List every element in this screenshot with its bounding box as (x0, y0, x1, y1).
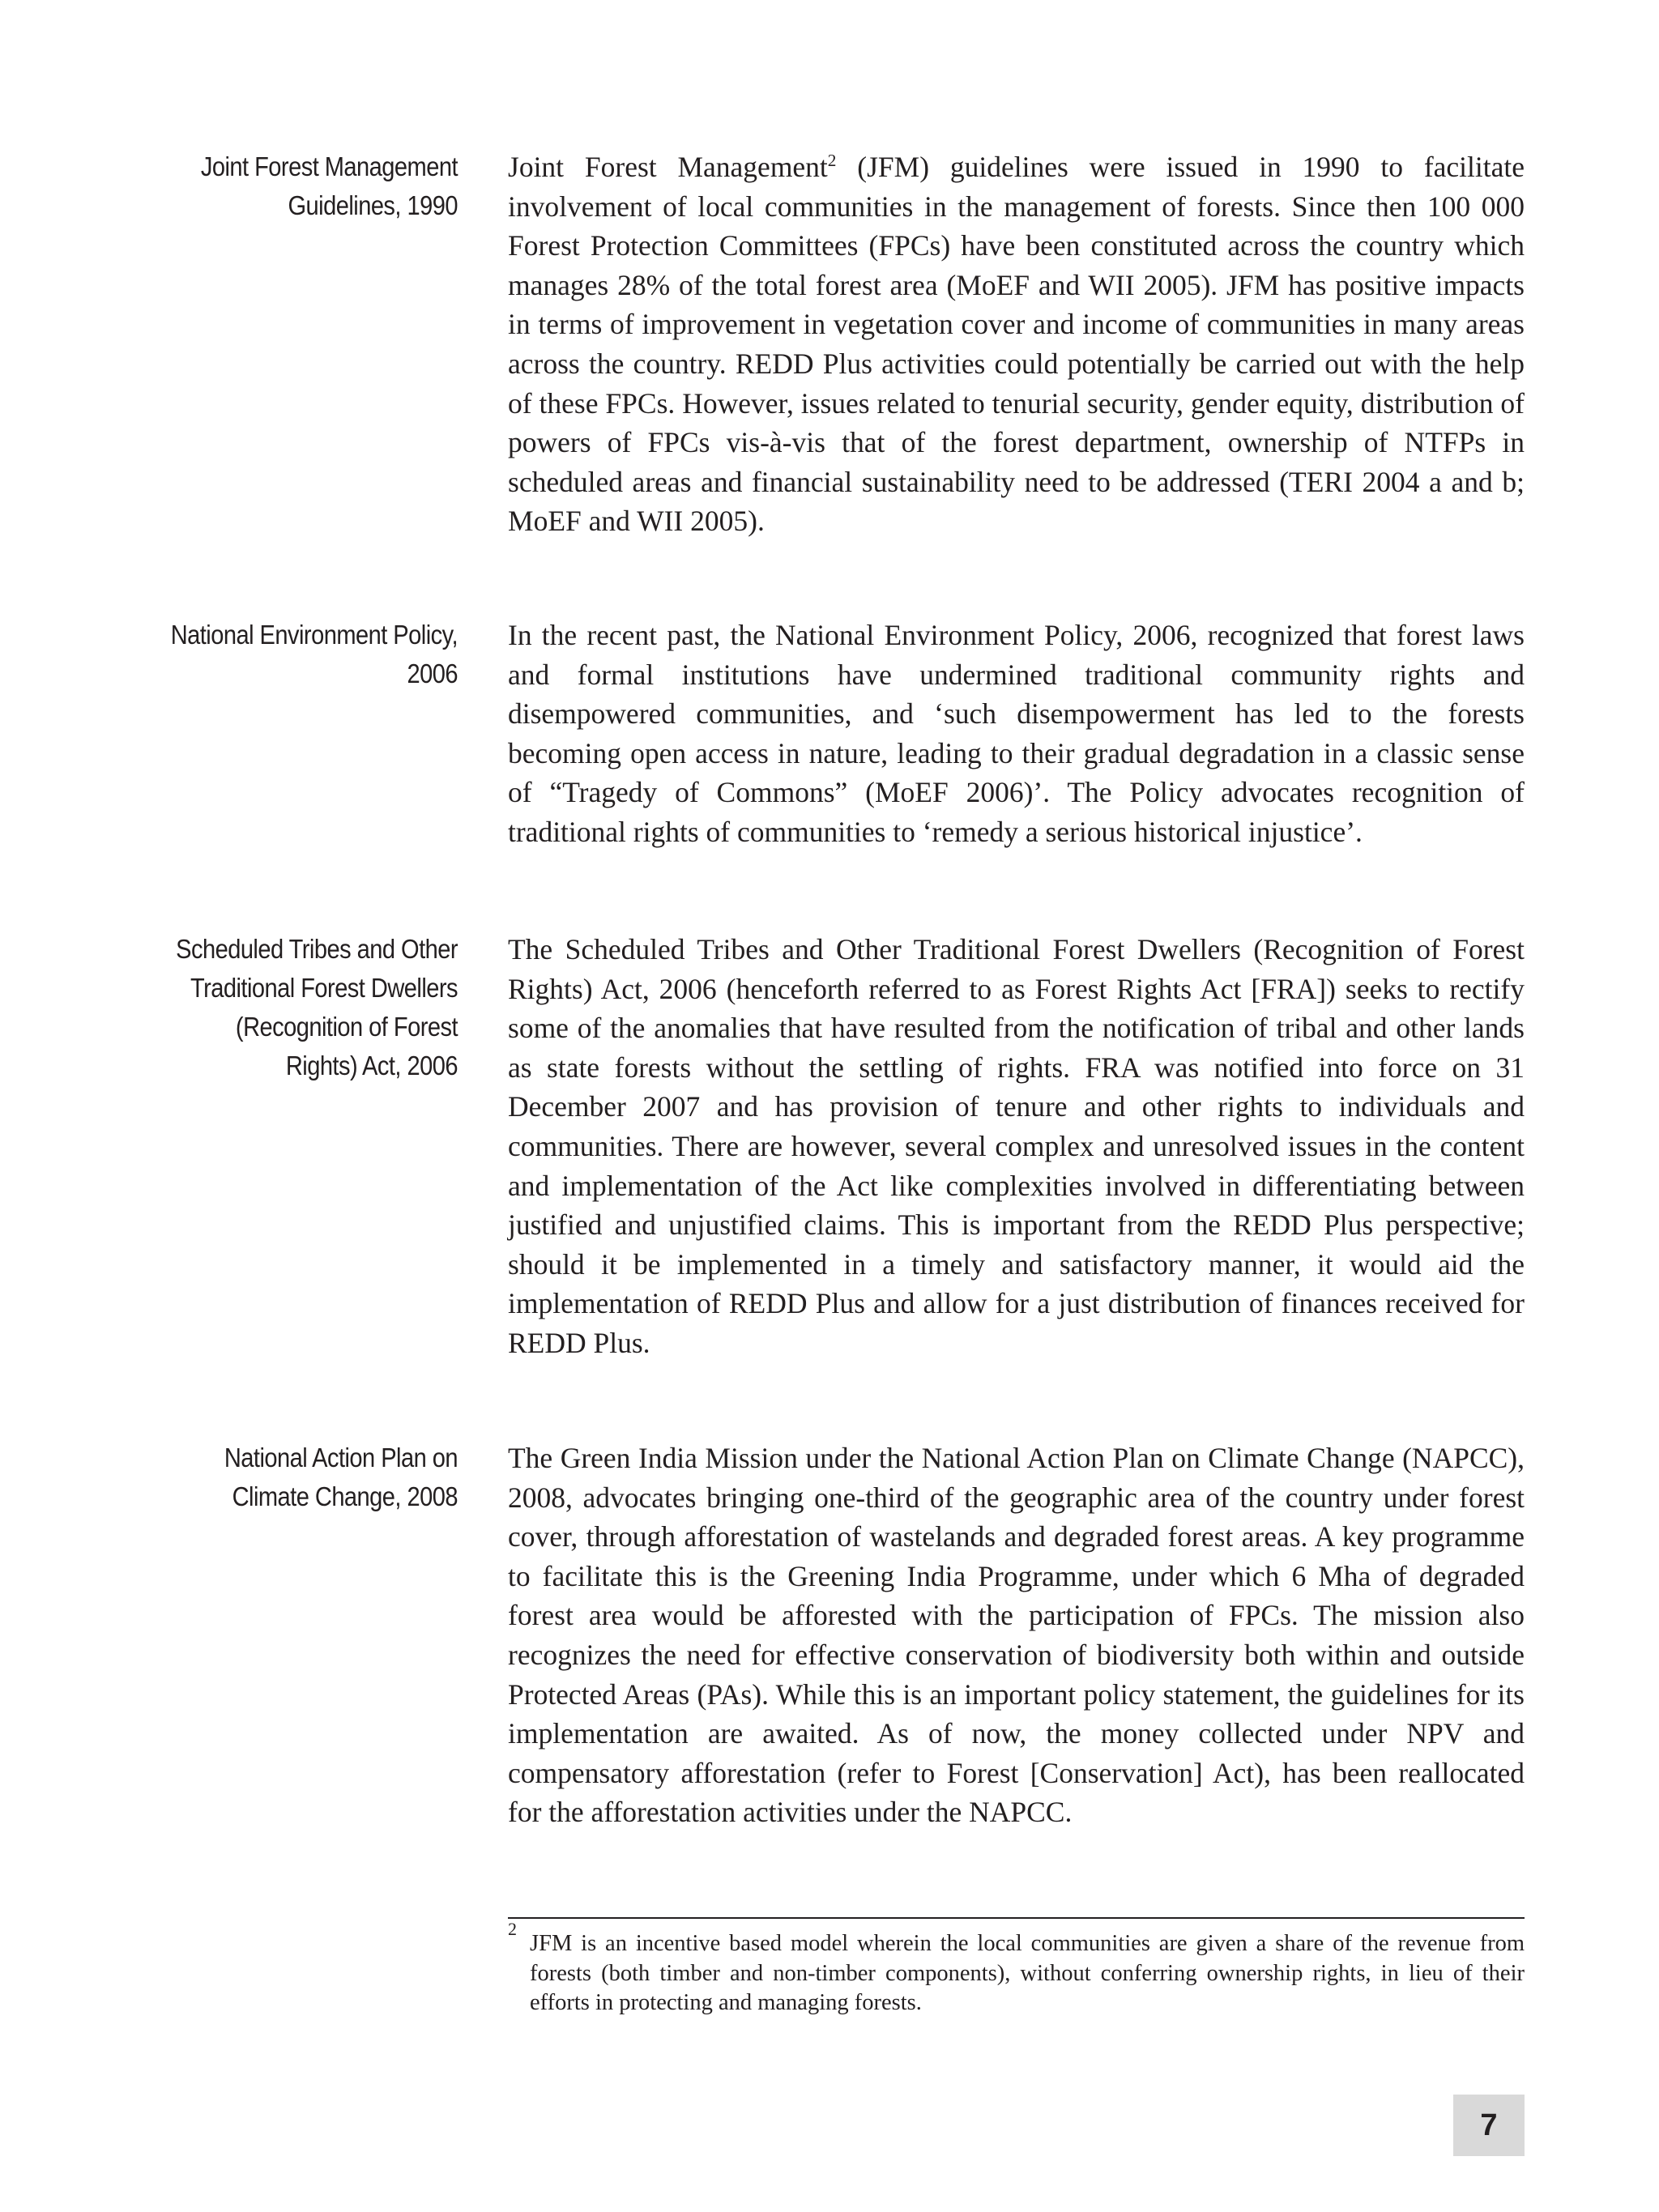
page-number: 7 (1480, 2108, 1498, 2142)
body-paragraph-jfm (508, 147, 1525, 541)
side-heading-jfm: Joint Forest Management Guidelines, 1990 (200, 151, 458, 220)
body-paragraph-nep: In the recent past, the National Environment Policy, 2006, recognized that forest laws and formal institutions have undermined traditional community rights and disempowered communities, and ‘such disempowerment has led to the forests becoming open access in nature, leading to their gradual degradation in a classic sense of “Tragedy of Commons” (MoEF 2006)’. The Policy advocates recognition of traditional rights of communities to ‘remedy a serious historical injustice’. (508, 619, 1525, 848)
side-heading-nep: National Environment Policy, 2006 (170, 620, 458, 688)
page-number-box (1453, 2095, 1525, 2156)
body-jfm-rest: (JFM) guidelines were issued in 1990 to facilitate involvement of local communities in the management of forests. Since then 100 000 Forest Protection Committees (FPCs) have been constituted across the country which manages 28% of the total forest area (MoEF and WII 2005). JFM has positive impacts in terms of improvement in vegetation cover and income of communities in many areas across the country. REDD Plus activities could potentially be carried out with the help of these FPCs. However, issues related to tenurial security, gender equity, distribution of powers of FPCs vis-à-vis that of the forest department, ownership of NTFPs in scheduled areas and financial sustainability need to be addressed (TERI 2004 a and b; MoEF and WII 2005). (508, 151, 1525, 538)
body-jfm-lead: Joint Forest Management (508, 151, 828, 183)
footnote-reference[interactable]: 2 (827, 151, 837, 171)
side-heading-napcc: National Action Plan on Climate Change, 2008 (224, 1443, 458, 1511)
footnote-text: JFM is an incentive based model wherein the local communities are given a share of the revenue from forests (both timber and non-timber components), without conferring ownership rights, in lieu of their efforts in protecting and managing forests. (530, 1931, 1525, 2015)
body-paragraph-fra: The Scheduled Tribes and Other Traditional Forest Dwellers (Recognition of Forest Rights) Act, 2006 (henceforth referred to as Forest Rights Act [FRA]) seeks to rectify some of the anomalies that have resulted from the notification of tribal and other lands as state forests without the settling of rights. FRA was notified into force on 31 December 2007 and has provision of tenure and other rights to individuals and communities. There are however, several complex and unresolved issues in the content and implementation of the Act like complexities involved in differentiating between justified and unjustified claims. This is important from the REDD Plus perspective; should it be implemented in a timely and satisfactory manner, it would aid the implementation of REDD Plus and allow for a just distribution of finances received for REDD Plus. (508, 933, 1525, 1359)
side-heading-fra: Scheduled Tribes and Other Traditional Forest Dwellers (Recognition of Forest Rights) Act, 2006 (176, 934, 458, 1080)
body-paragraph-napcc: The Green India Mission under the National Action Plan on Climate Change (NAPCC), 2008, advocates bringing one-third of the geographic area of the country under forest cover, through afforestation of wastelands and degraded forest areas. A key programme to facilitate this is the Greening India Programme, under which 6 Mha of degraded forest area would be afforested with the participation of FPCs. The mission also recognizes the need for effective conservation of biodiversity both within and outside Protected Areas (PAs). While this is an important policy statement, the guidelines for its implementation are awaited. As of now, the money collected under NPV and compensatory afforestation (refer to Forest [Conservation] Act), has been reallocated for the afforestation activities under the NAPCC. (508, 1442, 1525, 1829)
footnote: 2 JFM is an incentive based model wherein the local communities are given a share of the revenue from forests (both timber and non-timber components), without conferring ownership rights, in lieu of their efforts in protecting and managing forests. (508, 1929, 1525, 2018)
footnote-divider (508, 1917, 1525, 1919)
